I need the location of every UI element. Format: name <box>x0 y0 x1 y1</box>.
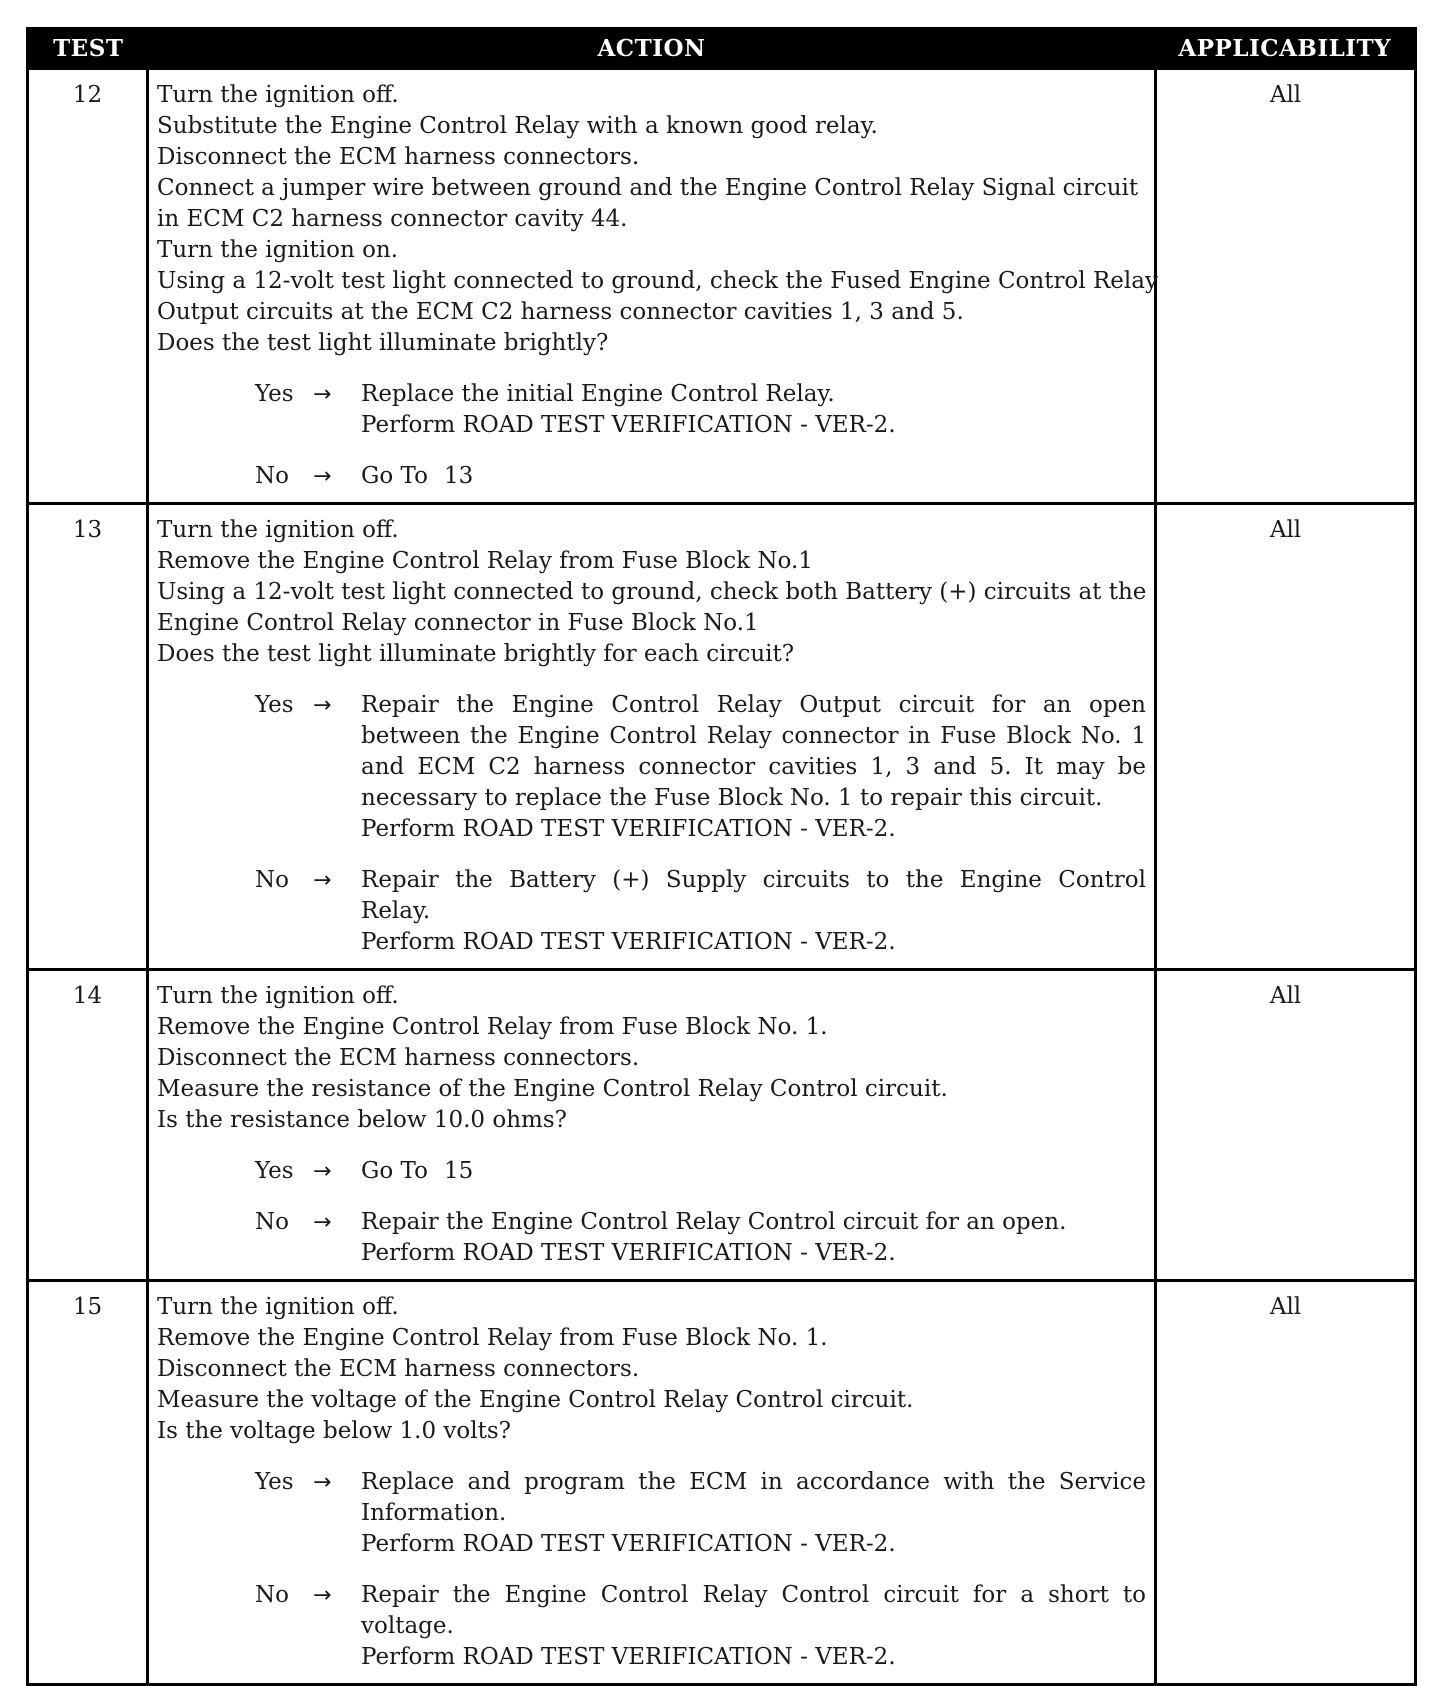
outcome-text <box>361 1156 1146 1187</box>
header-applicability: APPLICABILITY <box>1156 29 1416 69</box>
outcome-line: necessary to replace the Fuse Block No. 1 to repair this circuit. <box>361 785 1103 811</box>
yes-outcome <box>157 1467 1146 1560</box>
step: Output circuits at the ECM C2 harness connector cavities 1, 3 and 5. <box>157 299 964 325</box>
outcome-line: Repair the Engine Control Relay Control circuit for an open. <box>361 1209 1067 1235</box>
test-row-14 <box>28 970 1416 1281</box>
action-cell <box>148 69 1156 504</box>
step: Disconnect the ECM harness connectors. <box>157 1356 640 1382</box>
outcome-line: Repair the Engine Control Relay Control circuit for a short to <box>361 1582 1146 1608</box>
applicability-value: All <box>1156 69 1416 504</box>
arrow-right-icon: → <box>313 464 332 489</box>
arrow-right-icon: → <box>313 1583 332 1608</box>
action-cell <box>148 1281 1156 1685</box>
no-label: No <box>255 463 289 489</box>
step: Remove the Engine Control Relay from Fuse Block No.1 <box>157 548 813 574</box>
yes-label: Yes <box>255 381 294 407</box>
step: Turn the ignition off. <box>157 82 399 108</box>
no-outcome <box>157 1207 1146 1269</box>
outcome-text <box>361 1580 1146 1673</box>
arrow-right-icon: → <box>313 382 332 407</box>
action-cell <box>148 970 1156 1281</box>
diagnostic-table <box>26 27 1417 1686</box>
step: Using a 12-volt test light connected to ground, check both Battery (+) circuits at the <box>157 579 1147 605</box>
yes-label: Yes <box>255 1469 294 1495</box>
step: Connect a jumper wire between ground and the Engine Control Relay Signal circuit <box>157 175 1139 201</box>
step: Remove the Engine Control Relay from Fuse Block No. 1. <box>157 1014 828 1040</box>
outcome-line: Repair the Battery (+) Supply circuits to the Engine Control <box>361 867 1146 893</box>
yes-label: Yes <box>255 692 294 718</box>
step: Turn the ignition off. <box>157 983 399 1009</box>
table-header <box>28 29 1416 69</box>
no-label: No <box>255 1209 289 1235</box>
outcome-line: Perform ROAD TEST VERIFICATION - VER-2. <box>361 1531 896 1557</box>
header-test: TEST <box>28 29 148 69</box>
step: Is the resistance below 10.0 ohms? <box>157 1107 567 1133</box>
arrow-right-icon: → <box>313 1470 332 1495</box>
yes-label: Yes <box>255 1158 294 1184</box>
outcome-line: Perform ROAD TEST VERIFICATION - VER-2. <box>361 412 896 438</box>
outcome-line: Perform ROAD TEST VERIFICATION - VER-2. <box>361 816 896 842</box>
applicability-value: All <box>1156 504 1416 970</box>
outcome-line: Relay. <box>361 898 431 924</box>
step: Remove the Engine Control Relay from Fuse Block No. 1. <box>157 1325 828 1351</box>
applicability-value: All <box>1156 1281 1416 1685</box>
outcome-line: Perform ROAD TEST VERIFICATION - VER-2. <box>361 1644 896 1670</box>
outcome-line: Replace and program the ECM in accordance with the Service <box>361 1469 1146 1495</box>
outcome-text <box>361 461 1146 492</box>
step: Does the test light illuminate brightly? <box>157 330 609 356</box>
arrow-right-icon: → <box>313 693 332 718</box>
step: Turn the ignition off. <box>157 517 399 543</box>
outcome-line: Repair the Engine Control Relay Output circuit for an open <box>361 692 1146 718</box>
step: Engine Control Relay connector in Fuse Block No.1 <box>157 610 759 636</box>
step: Does the test light illuminate brightly for each circuit? <box>157 641 795 667</box>
outcome-line: Information. <box>361 1500 507 1526</box>
outcome-line: between the Engine Control Relay connector in Fuse Block No. 1 <box>361 723 1146 749</box>
step: Is the voltage below 1.0 volts? <box>157 1418 511 1444</box>
step: Measure the voltage of the Engine Control Relay Control circuit. <box>157 1387 914 1413</box>
outcome-text <box>361 379 1146 441</box>
no-outcome <box>157 1580 1146 1673</box>
step: Using a 12-volt test light connected to ground, check the Fused Engine Control Relay <box>157 268 1158 294</box>
outcome-line: voltage. <box>361 1613 454 1639</box>
no-outcome <box>157 865 1146 958</box>
test-number: 15 <box>28 1281 148 1685</box>
goto-label: Go To <box>361 1158 428 1184</box>
yes-outcome <box>157 379 1146 441</box>
outcome-text <box>361 865 1146 958</box>
no-label: No <box>255 867 289 893</box>
test-row-15 <box>28 1281 1416 1685</box>
action-cell <box>148 504 1156 970</box>
step: Substitute the Engine Control Relay with a known good relay. <box>157 113 878 139</box>
outcome-line: Perform ROAD TEST VERIFICATION - VER-2. <box>361 929 896 955</box>
goto-test-link[interactable]: 15 <box>443 1158 474 1184</box>
test-number: 12 <box>28 69 148 504</box>
test-number: 13 <box>28 504 148 970</box>
arrow-right-icon: → <box>313 1159 332 1184</box>
arrow-right-icon: → <box>313 1210 332 1235</box>
applicability-value: All <box>1156 970 1416 1281</box>
outcome-text <box>361 690 1146 845</box>
step: in ECM C2 harness connector cavity 44. <box>157 206 628 232</box>
yes-outcome <box>157 690 1146 845</box>
goto-test-link[interactable]: 13 <box>443 463 474 489</box>
outcome-line: and ECM C2 harness connector cavities 1, 3 and 5. It may be <box>361 754 1146 780</box>
test-row-12 <box>28 69 1416 504</box>
outcome-line: Replace the initial Engine Control Relay. <box>361 381 835 407</box>
yes-outcome <box>157 1156 1146 1187</box>
test-row-13 <box>28 504 1416 970</box>
header-action: ACTION <box>148 29 1156 69</box>
no-outcome <box>157 461 1146 492</box>
diagnostic-page <box>26 27 1414 1675</box>
step: Disconnect the ECM harness connectors. <box>157 1045 640 1071</box>
step: Turn the ignition off. <box>157 1294 399 1320</box>
step: Measure the resistance of the Engine Control Relay Control circuit. <box>157 1076 948 1102</box>
outcome-text <box>361 1467 1146 1560</box>
step: Disconnect the ECM harness connectors. <box>157 144 640 170</box>
outcome-line: Perform ROAD TEST VERIFICATION - VER-2. <box>361 1240 896 1266</box>
arrow-right-icon: → <box>313 868 332 893</box>
outcome-text <box>361 1207 1146 1269</box>
test-number: 14 <box>28 970 148 1281</box>
goto-label: Go To <box>361 463 428 489</box>
step: Turn the ignition on. <box>157 237 399 263</box>
no-label: No <box>255 1582 289 1608</box>
